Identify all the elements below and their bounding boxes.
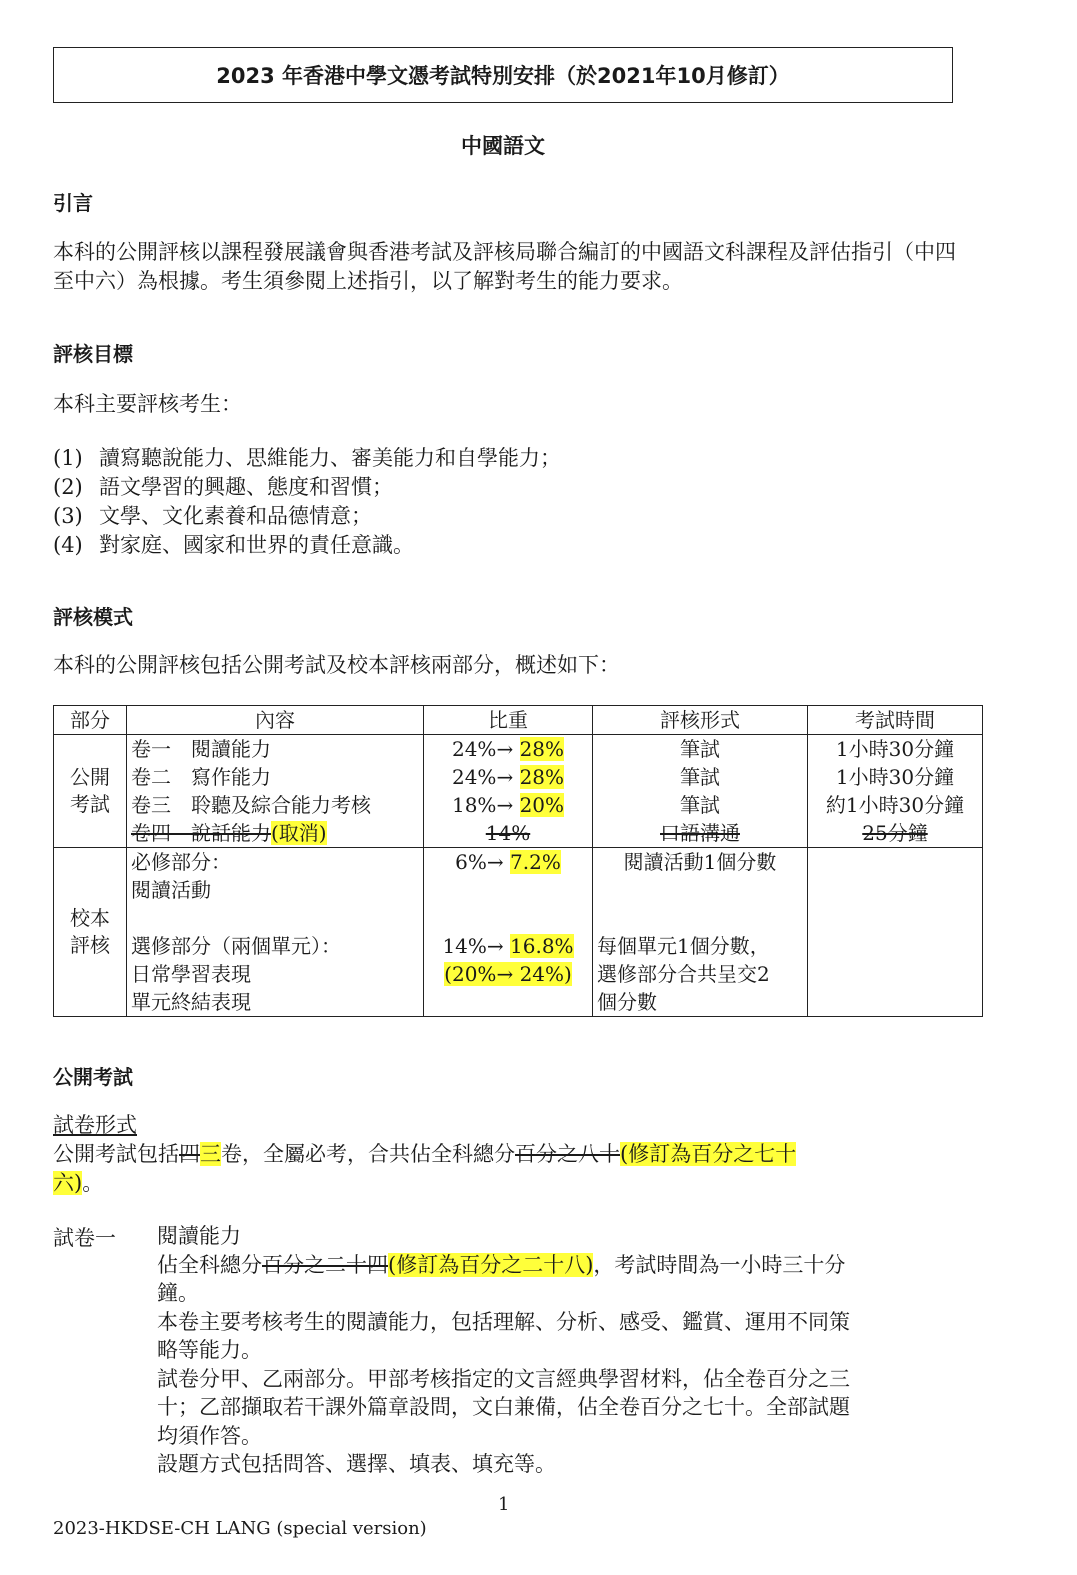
table-row xyxy=(54,848,983,1017)
part-sba: 校本評核 xyxy=(54,848,127,1017)
list-item: (3) 文學、文化素養和品德情意； xyxy=(53,504,372,528)
col-header-form: 評核形式 xyxy=(593,706,808,735)
subject-heading: 中國語文 xyxy=(461,134,545,158)
public-content-cell: 卷一 閱讀能力 卷二 寫作能力 卷三 聆聽及綜合能力考核 卷四 說話能力(取消) xyxy=(127,735,424,848)
sba-form-cell: 閱讀活動1個分數 每個單元1個分數， 選修部分合共呈交2 個分數 xyxy=(593,848,808,1017)
col-header-time: 考試時間 xyxy=(808,706,983,735)
col-header-part: 部分 xyxy=(54,706,127,735)
paper1-label: 試卷一 xyxy=(53,1226,116,1250)
part-public-exam: 公開考試 xyxy=(54,735,127,848)
mode-heading: 評核模式 xyxy=(53,605,133,629)
sba-weight-cell: 6%→ 7.2% 14%→ 16.8% (20%→ 24%) xyxy=(424,848,593,1017)
public-weight-cell: 24%→ 28% 24%→ 28% 18%→ 20% 14% xyxy=(424,735,593,848)
format-text: 公開考試包括四三卷，全屬必考，合共佔全科總分百分之八十(修訂為百分之七十 六)。 xyxy=(53,1142,797,1195)
table-row xyxy=(54,735,983,848)
format-heading: 試卷形式 xyxy=(53,1113,137,1137)
sba-content-cell: 必修部分： 閱讀活動 選修部分（兩個單元）： 日常學習表現 單元終結表現 xyxy=(127,848,424,1017)
page-number: 1 xyxy=(498,1494,510,1515)
objectives-heading: 評核目標 xyxy=(53,342,133,366)
list-item: (4) 對家庭、國家和世界的責任意識。 xyxy=(53,533,414,557)
public-form-cell: 筆試 筆試 筆試 口語溝通 xyxy=(593,735,808,848)
objectives-lead: 本科主要評核考生： xyxy=(53,392,242,416)
footer-code: 2023-HKDSE-CH LANG (special version) xyxy=(53,1518,427,1539)
list-item: (2) 語文學習的興趣、態度和習慣； xyxy=(53,475,393,499)
table-header-row xyxy=(54,706,983,735)
exam-heading: 公開考試 xyxy=(53,1065,133,1089)
col-header-content: 內容 xyxy=(127,706,424,735)
col-header-weight: 比重 xyxy=(424,706,593,735)
list-item: (1) 讀寫聽說能力、思維能力、審美能力和自學能力； xyxy=(53,446,561,470)
public-time-cell: 1小時30分鐘 1小時30分鐘 約1小時30分鐘 25分鐘 xyxy=(808,735,983,848)
objectives-list xyxy=(53,444,561,560)
document-title: 2023 年香港中學文憑考試特別安排（於2021年10月修訂） xyxy=(53,47,953,103)
assessment-table xyxy=(53,705,983,1017)
intro-heading: 引言 xyxy=(53,191,93,215)
mode-lead: 本科的公開評核包括公開考試及校本評核兩部分，概述如下： xyxy=(53,653,620,677)
intro-text: 本科的公開評核以課程發展議會與香港考試及評核局聯合編訂的中國語文科課程及評估指引（中四至中六）為根據。考生須參閱上述指引，以了解對考生的能力要求。 xyxy=(53,240,956,293)
paper1-body: 閱讀能力 佔全科總分百分之二十四(修訂為百分之二十八)，考試時間為一小時三十分 鐘。 本卷主要考核考生的閱讀能力，包括理解、分析、感受、鑑賞、運用不同策 略等能力。 試卷分甲、乙兩部分。甲部考核指定的文言經典學習材料，佔全卷百分之三 十；乙部擷取若干課外篇章設問，文白兼備，佔全卷百分之七十。全部試題 均須作答。 設題方式包括問答、選擇、填表、填充等。 xyxy=(157,1224,850,1476)
sba-time-cell xyxy=(808,848,983,1017)
